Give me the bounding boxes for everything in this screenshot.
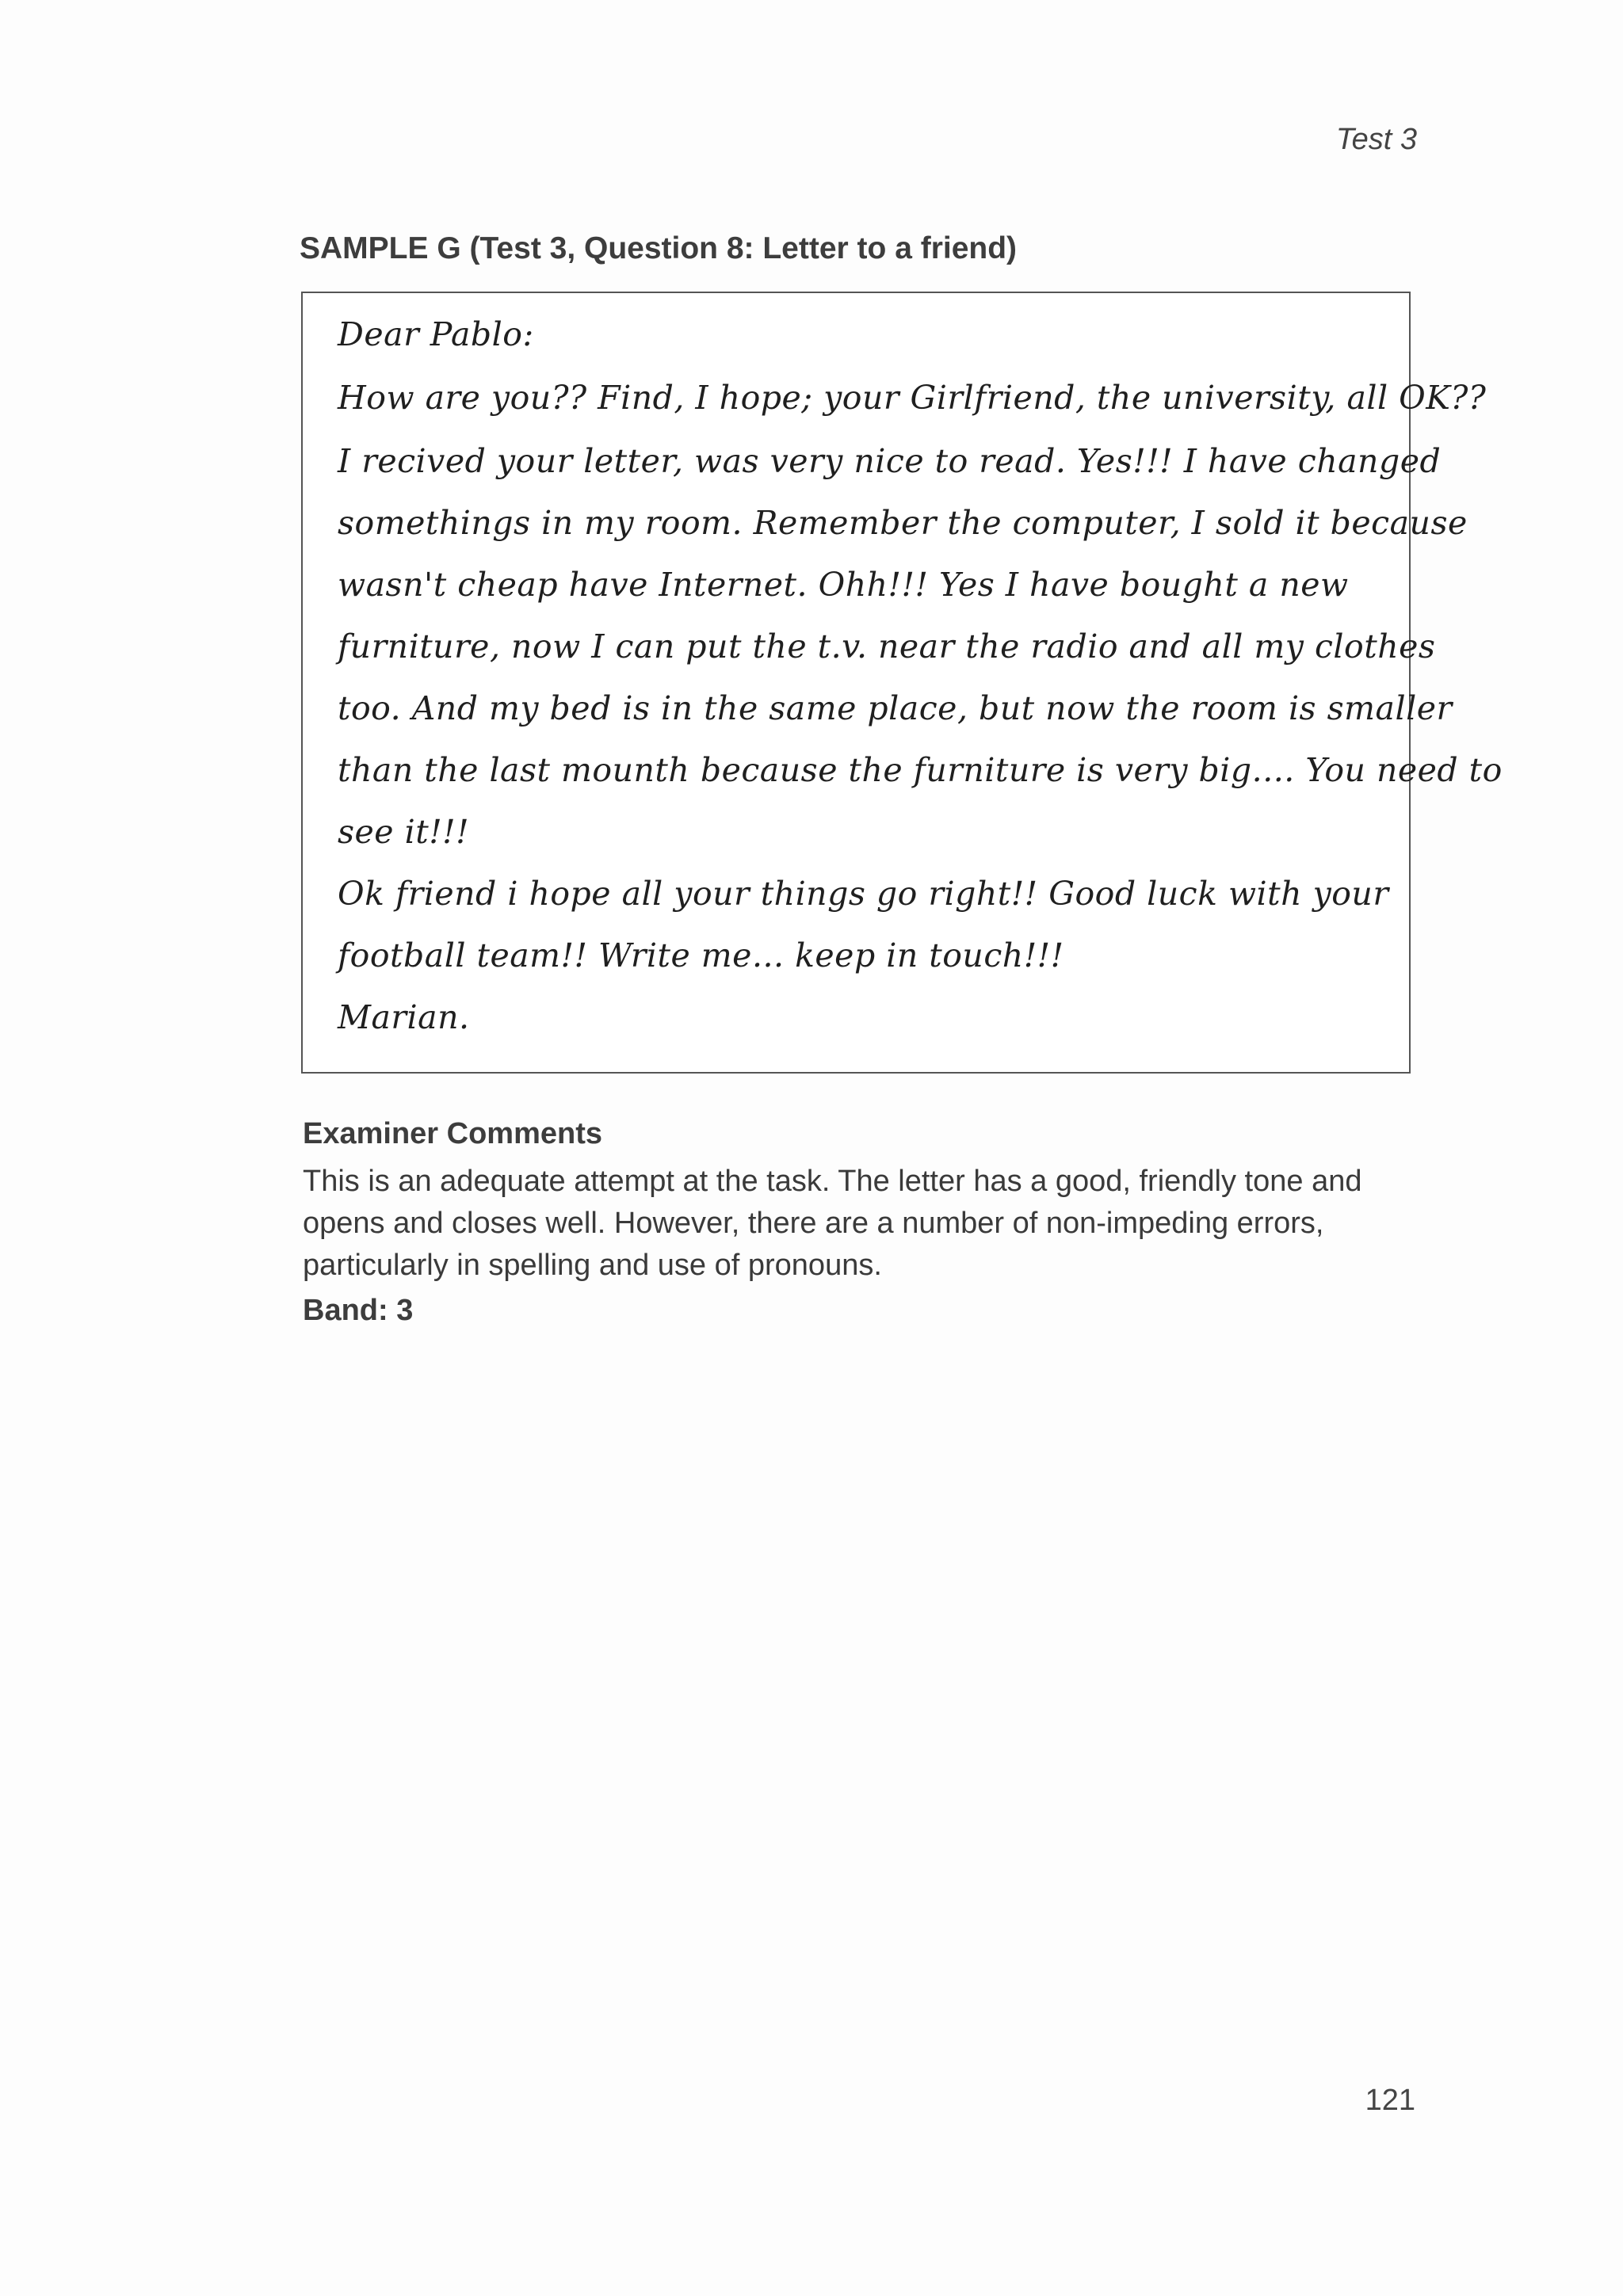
examiner-comment-line: opens and closes well. However, there are a number of non-impeding errors, [303, 1207, 1324, 1240]
letter-line: wasn't cheap have Internet. Ohh!!! Yes I have bought a new [338, 566, 1349, 604]
page-number: 121 [1365, 2084, 1415, 2117]
letter-line: How are you?? Find, I hope; your Girlfriend, the university, all OK?? [338, 379, 1487, 417]
letter-line: too. And my bed is in the same place, but now the room is smaller [338, 689, 1453, 727]
examiner-comment-line: particularly in spelling and use of pronouns. [303, 1249, 882, 1282]
letter-line: see it!!! [338, 813, 470, 851]
band-score: Band: 3 [303, 1294, 414, 1327]
letter-line-signature: Marian. [338, 998, 470, 1036]
handwritten-letter-box [301, 292, 1503, 1074]
sample-heading: SAMPLE G (Test 3, Question 8: Letter to a friend) [300, 231, 1018, 265]
examiner-comments-text [303, 1161, 1412, 1287]
examiner-comment-line: This is an adequate attempt at the task. The letter has a good, friendly tone and [303, 1165, 1362, 1198]
running-header: Test 3 [1335, 123, 1417, 156]
letter-line: than the last mounth because the furniture is very big.... You need to [338, 751, 1503, 789]
examiner-comments-heading: Examiner Comments [303, 1117, 603, 1150]
letter-line: I recived your letter, was very nice to read. Yes!!! I have changed [338, 442, 1442, 480]
letter-line: somethings in my room. Remember the computer, I sold it because [338, 504, 1468, 542]
letter-line: Ok friend i hope all your things go right!! Good luck with your [338, 875, 1389, 913]
letter-line: football team!! Write me... keep in touch!!! [338, 936, 1064, 974]
letter-line: furniture, now I can put the t.v. near the radio and all my clothes [338, 627, 1436, 666]
letter-line-salutation: Dear Pablo: [338, 315, 534, 353]
